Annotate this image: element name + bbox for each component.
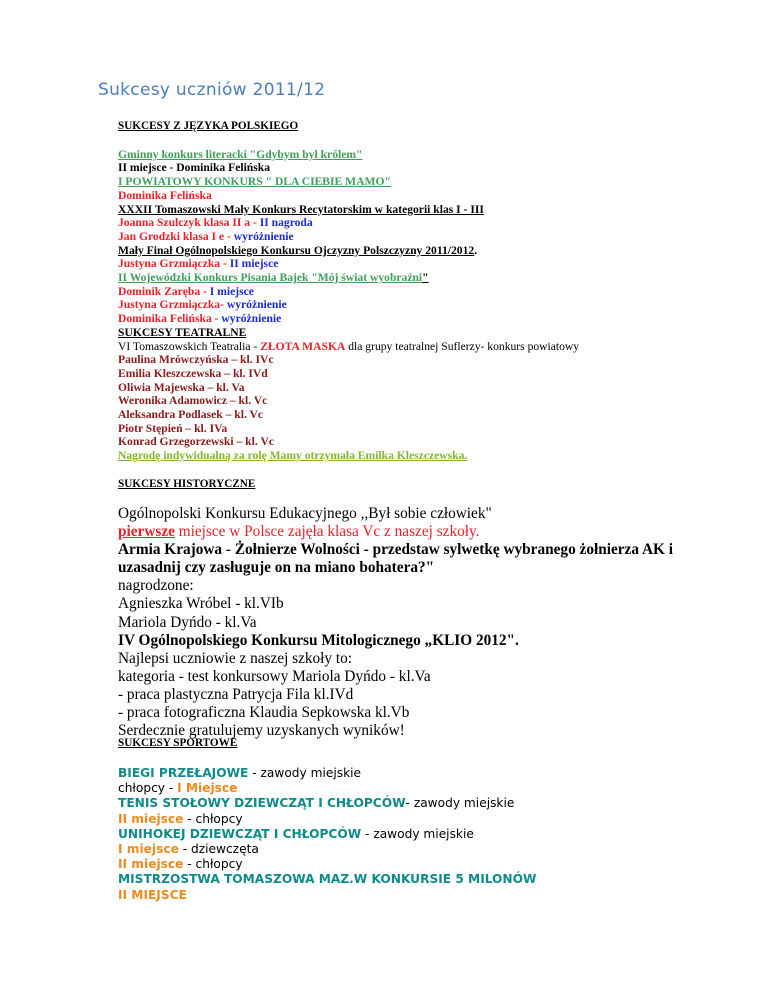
result-line	[118, 812, 758, 827]
result-line	[118, 216, 738, 230]
contest-title: XXXII Tomaszowski Mały Konkurs Recytatorskim w kategorii klas I - III	[118, 202, 484, 216]
section-header-polish: SUKCESY Z JĘZYKA POLSKIEGO	[118, 120, 299, 132]
contest-detail: - zawody miejskie	[361, 826, 474, 841]
contest-detail: - zawody miejskie	[405, 796, 515, 811]
page-title: Sukcesy uczniów 2011/12	[98, 80, 326, 100]
contest-name: UNIHOKEJ DZIEWCZĄT I CHŁOPCÓW	[118, 826, 362, 841]
contest-detail: dla grupy teatralnej Suflerzy- konkurs powiatowy	[345, 339, 580, 353]
section-header-sport: SUKCESY SPORTOWE	[118, 737, 238, 749]
contest-title	[118, 244, 738, 258]
text-line: - praca plastyczna Patrycja Fila kl.IVd	[118, 685, 354, 703]
award: ZŁOTA MASKA	[260, 339, 346, 353]
result-line	[118, 285, 738, 299]
contest-name: Mały Finał Ogólnopolskiego Konkursu Ojczyzny Polszczyzny 2011/2012	[118, 243, 475, 257]
result-line	[118, 766, 758, 781]
contest-title: Gminny konkurs literacki "Gdybym był królem"	[118, 147, 363, 161]
award: II nagroda	[259, 216, 313, 230]
theatre-contest	[118, 340, 738, 354]
group-label: chłopcy -	[118, 781, 178, 796]
text-line: - praca fotograficzna Klaudia Sepkowska kl.Vb	[118, 704, 410, 722]
award: wyróżnienie	[226, 298, 287, 312]
student-name: Oliwia Majewska – kl. Va	[118, 380, 245, 394]
result-line	[118, 523, 758, 541]
award: wyróżnienie	[221, 312, 282, 326]
contest-title: Armia Krajowa - Żołnierze Wolności - przedstaw sylwetkę wybranego żołnierza AK i	[118, 541, 673, 559]
text-line: kategoria - test konkursowy Mariola Dyńdo - kl.Va	[118, 667, 431, 685]
history-section	[118, 505, 758, 740]
student-name: Jan Grodzki klasa I e -	[118, 229, 234, 243]
student-name: Emilia Kleszczewska – kl. IVd	[118, 366, 268, 380]
contest-name: BIEGI PRZEŁAJOWE	[118, 766, 249, 780]
group-label: - chłopcy	[183, 857, 243, 872]
student-name: Agnieszka Wróbel - kl.VIb	[118, 595, 284, 613]
contest-name: MISTRZOSTWA TOMASZOWA MAZ.W KONKURSIE 5 MILONÓW	[118, 872, 537, 887]
contest-name: VI Tomaszowskich Teatralia -	[118, 339, 261, 353]
award: I miejsce	[209, 284, 254, 298]
student-name: Weronika Adamowicz – kl. Vc	[118, 394, 268, 408]
place: I miejsce	[118, 842, 179, 857]
result-line: Dominika Felińska	[118, 188, 212, 202]
text-line: Serdecznie gratulujemy uzyskanych wyników!	[118, 722, 405, 740]
contest-title: I POWIATOWY KONKURS " DLA CIEBIE MAMO"	[118, 175, 391, 189]
place: I Miejsce	[177, 781, 238, 796]
award: II miejsce	[229, 257, 279, 271]
place: II MIEJSCE	[118, 887, 187, 902]
result-text: miejsce w Polsce zajęła klasa Vc z naszej szkoły.	[174, 523, 480, 541]
section-header-theatre: SUKCESY TEATRALNE	[118, 325, 247, 339]
contest-title	[118, 271, 738, 285]
contest-title: uzasadnij czy zasługuje on na miano bohatera?"	[118, 559, 435, 577]
contest-title: IV Ogólnopolskiego Konkursu Mitologicznego „KLIO 2012".	[118, 631, 519, 649]
result-line	[118, 298, 738, 312]
result-line	[118, 257, 738, 271]
student-name: Paulina Mrówczyńska – kl. IVc	[118, 353, 274, 367]
student-name: Piotr Stępień – kl. IVa	[118, 421, 228, 435]
student-name: Joanna Szulczyk klasa II a -	[118, 216, 260, 230]
sport-section	[118, 766, 758, 903]
polish-section	[118, 120, 738, 463]
group-label: - chłopcy	[183, 811, 243, 826]
result-line	[118, 827, 758, 842]
text-line: Najlepsi uczniowie z naszej szkoły to:	[118, 649, 353, 667]
punctuation: .	[474, 243, 478, 257]
punctuation: "	[422, 271, 429, 285]
group-label: - dziewczęta	[178, 842, 259, 857]
contest-name: TENIS STOŁOWY DZIEWCZĄT I CHŁOPCÓW	[118, 796, 406, 811]
student-name: Konrad Grzegorzewski – kl. Vc	[118, 435, 274, 449]
section-header-history: SUKCESY HISTORYCZNE	[118, 478, 256, 490]
student-name: Dominik Zaręba -	[118, 284, 210, 298]
individual-award: Nagrodę indywidualną za rolę Mamy otrzymała Emilka Kleszczewska.	[118, 449, 468, 463]
contest-title: Ogólnopolski Konkursu Edukacyjnego ,,Był sobie człowiek"	[118, 505, 492, 522]
result-line	[118, 230, 738, 244]
student-name: Aleksandra Podlasek – kl. Vc	[118, 408, 264, 422]
place: II miejsce	[118, 811, 184, 826]
student-name: Mariola Dyńdo - kl.Va	[118, 613, 257, 631]
student-name: Justyna Grzmiączka-	[118, 298, 227, 312]
place-highlight: pierwsze	[118, 523, 175, 541]
result-line	[118, 857, 758, 872]
result-line	[118, 781, 758, 796]
student-name: Justyna Grzmiączka -	[118, 257, 230, 271]
student-name: Dominika Felińska -	[118, 312, 222, 326]
result-line	[118, 842, 758, 857]
result-line: II miejsce - Dominika Felińska	[118, 161, 271, 175]
place: II miejsce	[118, 857, 184, 872]
award: wyróżnienie	[233, 229, 294, 243]
result-line	[118, 796, 758, 811]
contest-name: II Wojewódzki Konkurs Pisania Bajek "Mój świat wyobraźni	[118, 271, 423, 285]
result-line	[118, 312, 738, 326]
contest-detail: - zawody miejskie	[248, 766, 362, 780]
text-line: nagrodzone:	[118, 577, 194, 595]
